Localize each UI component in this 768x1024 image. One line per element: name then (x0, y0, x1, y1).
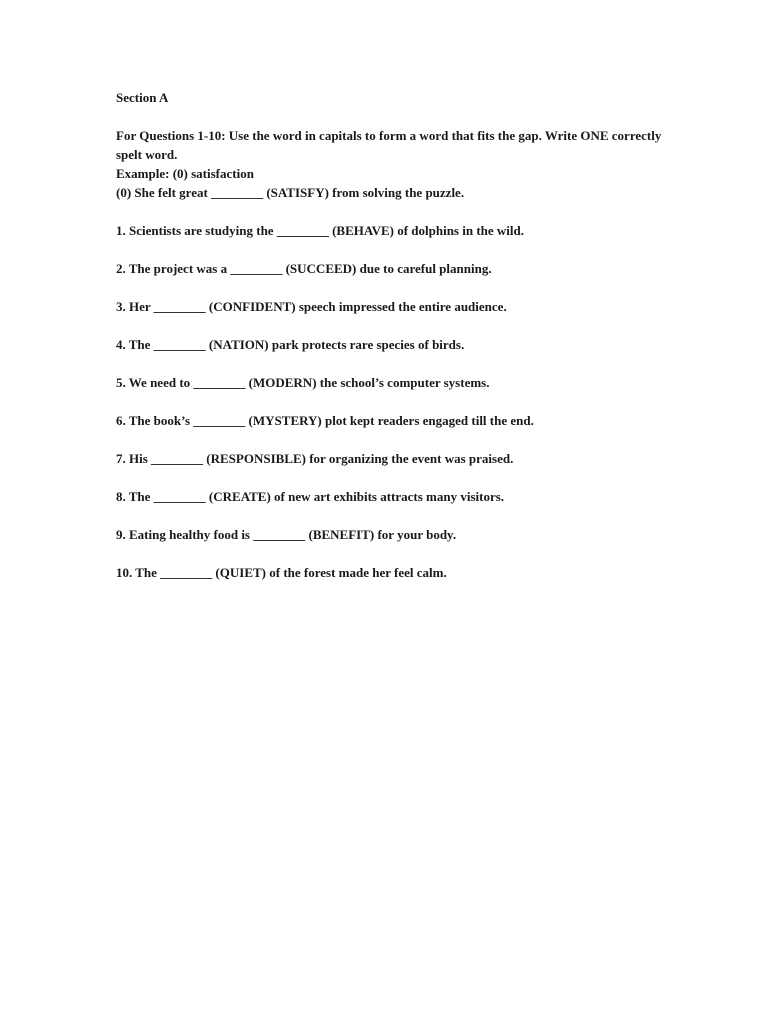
question-10: 10. The ________ (QUIET) of the forest made her feel calm. (116, 565, 447, 580)
question-2: 2. The project was a ________ (SUCCEED) due to careful planning. (116, 261, 492, 276)
example-answer: Example: (0) satisfaction (116, 166, 254, 181)
question-9: 9. Eating healthy food is ________ (BENEFIT) for your body. (116, 527, 457, 542)
question-3: 3. Her ________ (CONFIDENT) speech impressed the entire audience. (116, 299, 507, 314)
question-8: 8. The ________ (CREATE) of new art exhibits attracts many visitors. (116, 489, 505, 504)
question-5: 5. We need to ________ (MODERN) the school’s computer systems. (116, 375, 490, 390)
question-6: 6. The book’s ________ (MYSTERY) plot kept readers engaged till the end. (116, 413, 534, 428)
section-title: Section A (116, 90, 169, 105)
worksheet-page (116, 88, 676, 582)
instructions-block (116, 126, 676, 202)
question-list (116, 221, 676, 582)
example-sentence: (0) She felt great ________ (SATISFY) from solving the puzzle. (116, 185, 465, 200)
question-1: 1. Scientists are studying the ________ (BEHAVE) of dolphins in the wild. (116, 223, 525, 238)
question-7: 7. His ________ (RESPONSIBLE) for organizing the event was praised. (116, 451, 514, 466)
question-4: 4. The ________ (NATION) park protects rare species of birds. (116, 337, 465, 352)
instructions-text: For Questions 1-10: Use the word in capitals to form a word that fits the gap. Write ONE correctly spelt word. (116, 128, 662, 162)
